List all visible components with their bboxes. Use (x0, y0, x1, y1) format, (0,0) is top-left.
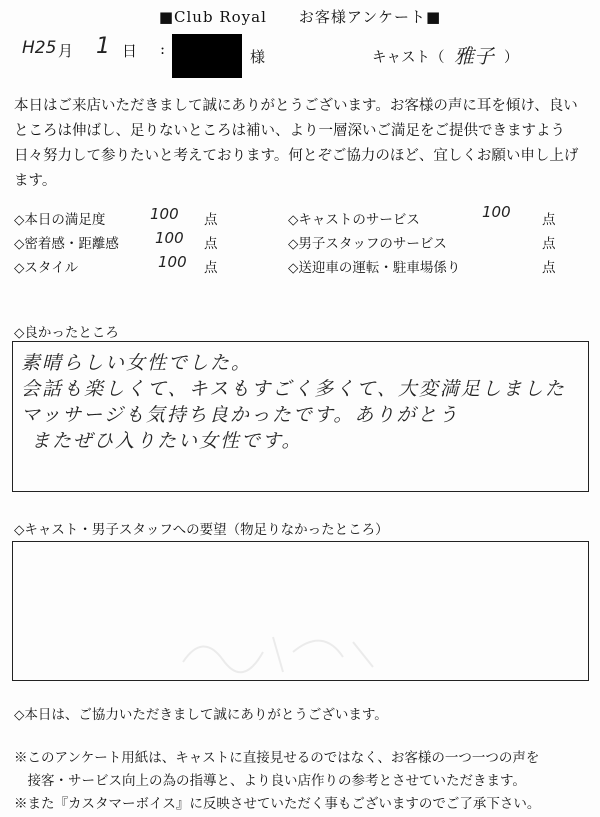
cast-label: キャスト（ (372, 50, 445, 66)
visit-day-value: 1 (96, 34, 110, 59)
rating-unit: 点 (204, 236, 218, 252)
rating-label-driver-parking: ◇送迎車の運転・駐車場係り (288, 260, 461, 276)
redacted-customer-name (172, 34, 242, 78)
rating-unit: 点 (542, 236, 556, 252)
survey-title: ■Club Royal お客様アンケート■ (158, 8, 442, 26)
customer-name-colon: : (160, 40, 166, 58)
customer-honorific: 様 (250, 48, 266, 66)
good-points-line: 素晴らしい女性でした。 (21, 352, 253, 374)
rating-unit: 点 (542, 260, 556, 276)
cast-label-close: ） (504, 50, 519, 66)
visit-month-prefix: H25 (22, 38, 57, 58)
rating-unit: 点 (204, 212, 218, 228)
footer-note: ※また『カスタマーボイス』に反映させていただく事もございますのでご了承下さい。 (14, 796, 541, 812)
good-points-line: 会話も楽しくて、キスもすごく多くて、大変満足しました (21, 378, 566, 400)
good-points-line: またぜひ入りたい女性です。 (31, 430, 303, 452)
intro-paragraph: 本日はご来店いただきまして誠にありがとうございます。お客様の声に耳を傾け、良いところは伸ばし、足りないところは補い、より一層深いご満足をご提供できますよう日々努力して参りたいと考えております。何とぞご協力のほど、宜しくお願い申し上げます。 (14, 98, 579, 189)
cast-name: 雅子 (454, 44, 494, 68)
rating-label-closeness: ◇密着感・距離感 (14, 236, 119, 252)
rating-unit: 点 (204, 260, 218, 276)
rating-unit: 点 (542, 212, 556, 228)
footer-note: 接客・サービス向上の為の指導と、より良い店作りの参考とさせていただきます。 (14, 773, 526, 789)
rating-label-style: ◇スタイル (14, 260, 79, 276)
visit-month-unit: 月 (58, 42, 74, 60)
good-points-line: マッサージも気持ち良かったです。ありがとう (21, 404, 460, 426)
footer-thanks: ◇本日は、ご協力いただきまして誠にありがとうございます。 (14, 707, 388, 723)
rating-score-cast-service: 100 (482, 203, 511, 221)
rating-label-cast-service: ◇キャストのサービス (288, 212, 420, 228)
requests-heading: ◇キャスト・男子スタッフへの要望（物足りなかったところ） (14, 522, 389, 538)
show-through-mark (173, 622, 393, 682)
good-points-heading: ◇良かったところ (14, 325, 119, 341)
requests-box (12, 541, 589, 681)
rating-label-satisfaction: ◇本日の満足度 (14, 212, 106, 228)
good-points-box (12, 341, 589, 492)
rating-label-staff-service: ◇男子スタッフのサービス (288, 236, 447, 252)
rating-score-satisfaction: 100 (150, 205, 179, 223)
rating-score-style: 100 (158, 253, 187, 271)
footer-note: ※このアンケート用紙は、キャストに直接見せるのではなく、お客様の一つ一つの声を (14, 750, 540, 766)
visit-day-unit: 日 (122, 42, 138, 60)
rating-score-closeness: 100 (155, 229, 184, 247)
